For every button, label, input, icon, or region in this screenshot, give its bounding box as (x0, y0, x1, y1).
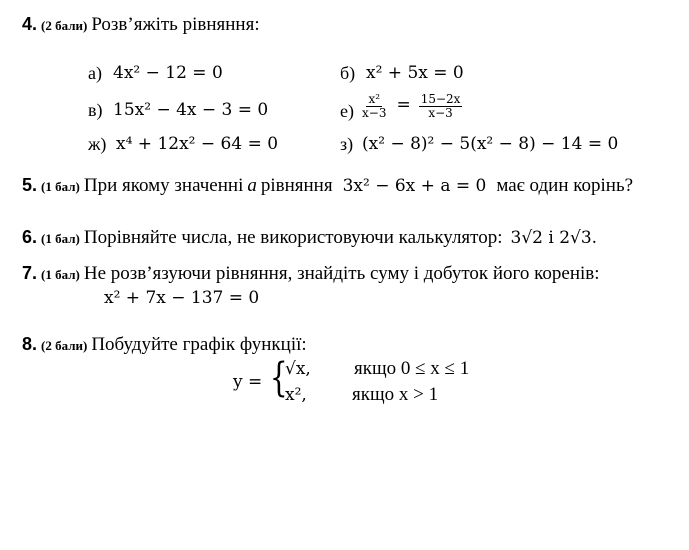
item-z-label: з) (340, 134, 354, 154)
task-number: 6. (22, 227, 38, 247)
task-4-heading (22, 14, 260, 36)
fraction-numerator: 15−2x (420, 92, 461, 106)
task-points: (1 бал) (41, 231, 80, 246)
left-brace: { (269, 355, 288, 401)
item-z-equation: (x² − 8)² − 5(x² − 8) − 14 = 0 (362, 134, 619, 154)
item-v-equation: 15x² − 4x − 3 = 0 (113, 100, 269, 120)
fraction-denominator: x−3 (428, 106, 453, 120)
task-8-heading (22, 334, 307, 356)
item-zh-equation: x⁴ + 12x² − 64 = 0 (116, 134, 279, 154)
item-b-equation: x² + 5x = 0 (366, 63, 464, 83)
task-6 (22, 227, 597, 249)
item-e-equation (360, 93, 462, 120)
item-e-label: е) (340, 101, 354, 121)
function-lhs: y = (233, 372, 263, 392)
item-v-label: в) (88, 100, 103, 120)
task-7 (22, 263, 600, 285)
task-prompt: Розв’яжіть рівняння: (91, 14, 260, 35)
task-number: 7. (22, 263, 38, 283)
item-a-equation: 4x² − 12 = 0 (113, 63, 223, 83)
fraction-right (419, 93, 463, 120)
parameter: a (247, 175, 257, 196)
task-points: (1 бал) (41, 179, 80, 194)
task-prompt: При якому значенні (83, 175, 244, 196)
task-prompt-mid: рівняння (260, 175, 333, 196)
equals-sign: = (396, 95, 411, 116)
task-prompt-end: має один корінь? (496, 175, 634, 196)
fraction-numerator: x² (368, 92, 381, 106)
task-points: (2 бали) (41, 18, 88, 33)
case-1-expression: √x, (285, 359, 311, 379)
task-equation: 3x² − 6x + a = 0 (342, 176, 487, 196)
task-7-equation: x² + 7x − 137 = 0 (104, 288, 260, 308)
fraction-left (360, 93, 388, 120)
task-prompt: Побудуйте графік функції: (91, 334, 307, 355)
fraction-denominator: x−3 (362, 106, 387, 120)
case-2-expression: x², (285, 385, 307, 405)
item-a-label: а) (88, 63, 102, 83)
task-prompt: Порівняйте числа, не використовуючи калькулятор: (83, 227, 503, 248)
item-b-label: б) (340, 63, 356, 83)
task-5 (22, 175, 633, 197)
task-number: 5. (22, 175, 38, 195)
task-points: (2 бали) (41, 338, 88, 353)
task-prompt: Не розв’язуючи рівняння, знайдіть суму і добуток його коренів: (83, 263, 600, 284)
task-number: 8. (22, 334, 38, 354)
task-points: (1 бал) (41, 267, 80, 282)
task-expression: 3√2 і 2√3. (510, 228, 598, 248)
case-1-condition: якщо 0 ≤ x ≤ 1 (354, 358, 470, 379)
item-zh-label: ж) (88, 134, 107, 154)
case-2-condition: якщо x > 1 (352, 384, 439, 405)
task-number: 4. (22, 14, 38, 34)
